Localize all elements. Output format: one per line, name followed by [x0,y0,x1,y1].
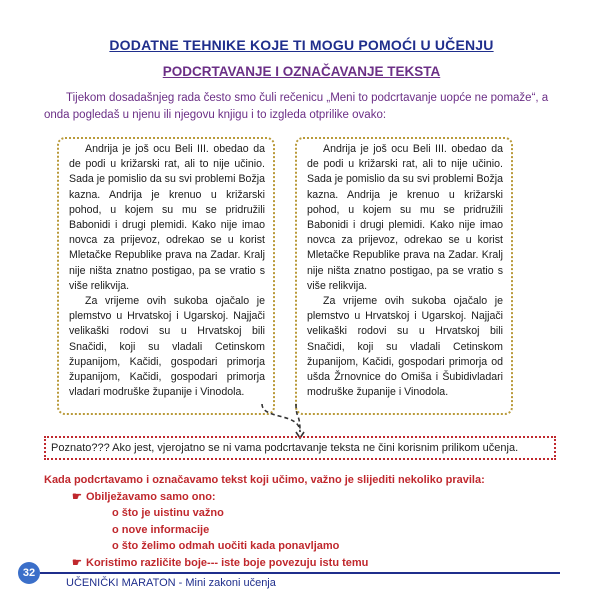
rules-section [44,472,564,571]
rule-subitem: o što želimo odmah uočiti kada ponavljamo [112,540,340,552]
left-box-paragraph-2: Za vrijeme ovih sukoba ojačalo je plemstvo u Hrvatskoj i Ugarskoj. Najjači velikaški rodovi su u Hrvatskoj bili Snačidi, koji su vladali Cetinskom županijom, Kačidi, gospodari primorja županijom, Kačidi, gospodari primorja vladari modruške županije i Vinodola. [69,295,265,399]
footer-divider [40,572,560,574]
rule-item: ☛ Koristimo različite boje--- iste boje povezuju istu temu [44,555,564,572]
rule-item: ☛ Obilježavamo samo ono: [44,489,564,506]
footer-text: UČENIČKI MARATON - Mini zakoni učenja [66,577,276,589]
page-subtitle: PODCRTAVANJE I OZNAČAVANJE TEKSTA [162,64,441,79]
left-box-paragraph-1: Andrija je još ocu Beli III. obedao da de podi u križarski rat, ali to nije učinio. Sada je pomislio da su svi problemi Božja kazna. Andrija je krenuo u križarski pohod, u kojem su mu se pridružili Babonidi i drugi plemidi. Kako nije imao novca za prijevoz, odrekao se u korist Mletačke Republike prava na Zadar. Kralj nije ništa znatno postigao, pa se vratio s više relikvija. [69,143,265,292]
rule-subitem: o što je uistinu važno [112,507,224,519]
intro-paragraph: Tijekom dosadašnjeg rada često smo čuli rečenicu „Meni to podcrtavanje uopće ne pomaže“, a onda pogledaš u njenu ili njegovu knjigu i to izgleda otprilike ovako: [44,92,549,121]
right-box-paragraph-2: Za vrijeme ovih sukoba ojačalo je plemstvo u Hrvatskoj i Ugarskoj. Najjači velikaški rodovi su u Hrvatskoj bili Snačidi, koji su vladali Cetinskom županijom, Kačidi, gospodari primorja od ušda Žrnovnice do Omiša i Šubidivladari modruške županije i Vinodola. [307,295,503,399]
rules-heading: Kada podcrtavamo i označavamo tekst koji učimo, važno je slijediti nekoliko pravila: [44,474,485,486]
note-box: Poznato??? Ako jest, vjerojatno se ni vama podcrtavanje teksta ne čini korisnim prilikom učenja. [44,436,556,460]
page-number-badge: 32 [18,562,40,584]
page-title: DODATNE TEHNIKE KOJE TI MOGU POMOĆI U UČENJU [109,37,494,53]
right-box-paragraph-1: Andrija je još ocu Beli III. obedao da de podi u križarski rat, ali to nije učinio. Sada je pomislio da su svi problemi Božja kazna. Andrija je krenuo u križarski pohod, u kojem su mu se pridružili Babonidi i drugi plemidi. Kako nije imao novca za prijevoz, odrekao se u korist Mletačke Republike prava na Zadar. Kralj nije ništa znatno postigao, pa se vratio s više relikvija. [307,143,503,292]
hand-pointer-icon: ☛ [72,490,82,503]
rule-subitem: o nove informacije [112,523,210,536]
hand-pointer-icon: ☛ [72,556,82,569]
